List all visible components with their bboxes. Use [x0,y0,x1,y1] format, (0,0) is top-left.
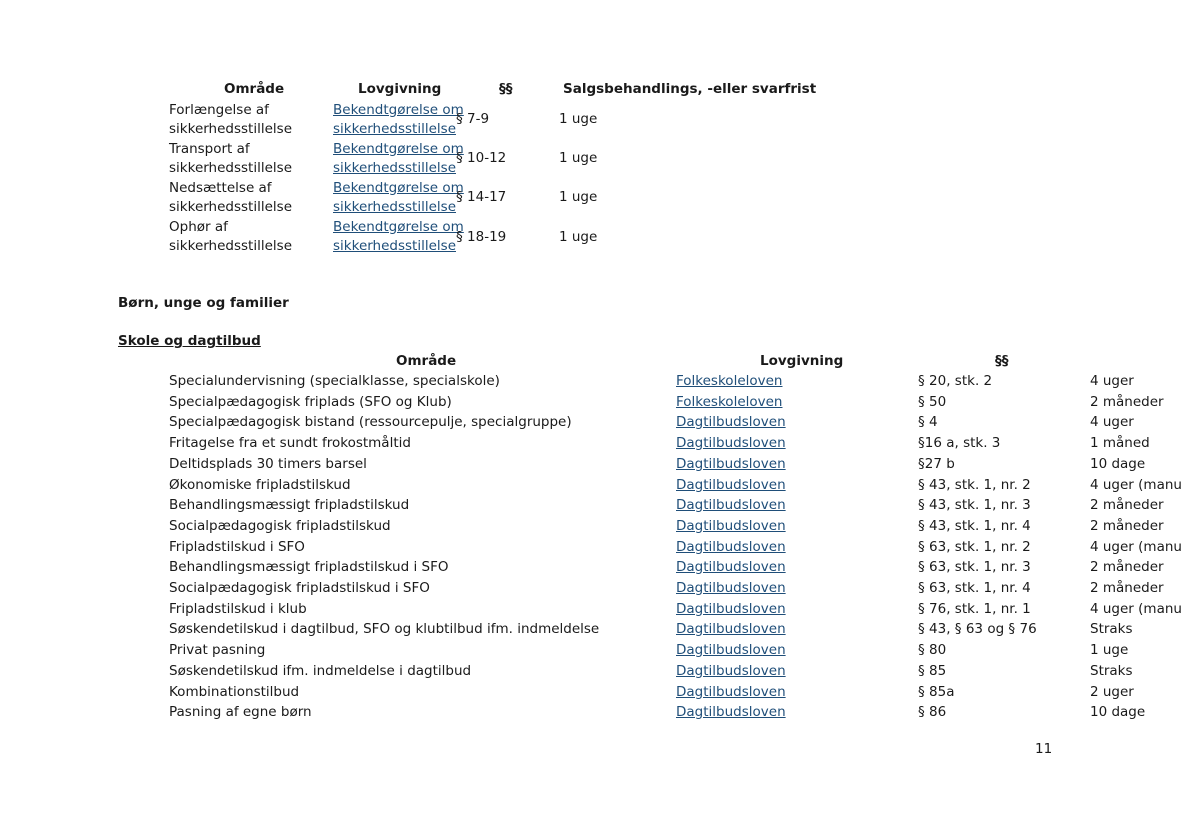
table2-paragraf: § 85 [918,663,947,679]
table2-omraade: Socialpædagogisk fripladstilskud i SFO [169,580,430,596]
table2-frist: 4 uger [1090,414,1134,430]
table2-lovgivning-link[interactable]: Dagtilbudsloven [676,642,786,658]
table2-frist: Straks [1090,621,1133,637]
table2-paragraf: § 50 [918,394,947,410]
table2-omraade: Kombinationstilbud [169,684,300,700]
table-row [0,518,1169,538]
table2-lovgivning-link[interactable]: Dagtilbudsloven [676,518,786,534]
table2-omraade: Privat pasning [169,642,266,658]
table-row [0,497,1169,517]
table1-omraade-line2: sikkerhedsstillelse [169,121,292,137]
table2-frist: 2 måneder [1090,518,1164,534]
table1-frist: 1 uge [559,189,598,205]
table2-lovgivning-link[interactable]: Dagtilbudsloven [676,456,786,472]
table2-lovgivning-link[interactable]: Dagtilbudsloven [676,559,786,575]
table2-omraade: Specialpædagogisk bistand (ressourcepulje, specialgruppe) [169,414,572,430]
table1-omraade-line2: sikkerhedsstillelse [169,238,292,254]
table1-frist: 1 uge [559,229,598,245]
table2-omraade: Pasning af egne børn [169,704,312,720]
table-row [0,435,1169,455]
table2-omraade: Socialpædagogisk fripladstilskud [169,518,391,534]
table-row [0,621,1169,641]
table-row [0,373,1169,393]
table2-paragraf: § 63, stk. 1, nr. 2 [918,539,1031,555]
table1-lovgivning-link[interactable] [333,179,464,217]
table1-paragraf: § 18-19 [456,229,507,245]
subsection-heading: Skole og dagtilbud [118,333,261,349]
link-line2[interactable]: sikkerhedsstillelse [333,238,456,254]
table-row [0,580,1169,600]
table2-frist: 2 uger [1090,684,1134,700]
table2-paragraf: § 43, § 63 og § 76 [918,621,1037,637]
table1-lovgivning-link[interactable] [333,140,464,178]
table2-paragraf: § 80 [918,642,947,658]
table-row [0,704,1169,724]
table1-header-lovgivning: Lovgivning [358,81,442,97]
table1-header-paragraf: §§ [499,81,513,97]
table2-omraade: Søskendetilskud ifm. indmeldelse i dagtilbud [169,663,472,679]
table-row [0,414,1169,434]
table2-paragraf: § 43, stk. 1, nr. 4 [918,518,1031,534]
table-row [169,140,292,178]
table-row [169,101,292,139]
table2-paragraf: § 4 [918,414,938,430]
table-row [0,559,1169,579]
table2-frist: 2 måneder [1090,559,1164,575]
link-line1[interactable]: Bekendtgørelse om [333,141,464,157]
table1-omraade-line1: Forlængelse af [169,102,269,118]
table1-omraade-line1: Nedsættelse af [169,180,272,196]
table2-omraade: Økonomiske fripladstilskud [169,477,351,493]
table2-header-paragraf: §§ [995,353,1009,369]
table2-paragraf: § 76, stk. 1, nr. 1 [918,601,1031,617]
table-row [0,684,1169,704]
table2-paragraf: § 43, stk. 1, nr. 3 [918,497,1031,513]
table2-omraade: Fripladstilskud i SFO [169,539,305,555]
link-line2[interactable]: sikkerhedsstillelse [333,160,456,176]
table2-paragraf: § 43, stk. 1, nr. 2 [918,477,1031,493]
table2-paragraf: § 85a [918,684,955,700]
table2-lovgivning-link[interactable]: Dagtilbudsloven [676,497,786,513]
table2-header-lovgivning: Lovgivning [760,353,844,369]
table1-header-omraade: Område [224,81,285,97]
table2-omraade: Behandlingsmæssigt fripladstilskud [169,497,410,513]
table2-lovgivning-link[interactable]: Dagtilbudsloven [676,684,786,700]
table1-header-frist: Salgsbehandlings, -eller svarfrist [563,81,817,97]
table2-paragraf: § 86 [918,704,947,720]
table1-omraade-line2: sikkerhedsstillelse [169,199,292,215]
table2-frist: 2 måneder [1090,580,1164,596]
table2-paragraf: §27 b [918,456,955,472]
table2-frist: 10 dage [1090,456,1146,472]
table2-frist: 2 måneder [1090,497,1164,513]
table1-lovgivning-link[interactable] [333,218,464,256]
link-line2[interactable]: sikkerhedsstillelse [333,199,456,215]
table2-paragraf: § 63, stk. 1, nr. 3 [918,559,1031,575]
table-row [0,456,1169,476]
table1-paragraf: § 7-9 [456,111,490,127]
table2-header-omraade: Område [396,353,457,369]
table-row [0,477,1182,497]
table2-lovgivning-link[interactable]: Dagtilbudsloven [676,414,786,430]
section-heading: Børn, unge og familier [118,295,289,311]
table2-omraade: Deltidsplads 30 timers barsel [169,456,367,472]
table1-omraade-line1: Transport af [169,141,250,157]
table2-lovgivning-link[interactable]: Dagtilbudsloven [676,580,786,596]
table2-omraade: Fripladstilskud i klub [169,601,307,617]
link-line1[interactable]: Bekendtgørelse om [333,102,464,118]
table2-lovgivning-link[interactable]: Folkeskoleloven [676,373,783,389]
link-line1[interactable]: Bekendtgørelse om [333,219,464,235]
table2-frist: 4 uger [1090,373,1134,389]
table1-omraade-line1: Ophør af [169,219,228,235]
table2-frist: 10 dage [1090,704,1146,720]
table2-omraade: Fritagelse fra et sundt frokostmåltid [169,435,411,451]
table2-lovgivning-link[interactable]: Dagtilbudsloven [676,539,786,555]
table2-lovgivning-link[interactable]: Dagtilbudsloven [676,435,786,451]
link-line1[interactable]: Bekendtgørelse om [333,180,464,196]
table1-lovgivning-link[interactable] [333,101,464,139]
table2-omraade: Specialundervisning (specialklasse, specialskole) [169,373,500,389]
table-row [169,179,292,217]
table2-lovgivning-link[interactable]: Dagtilbudsloven [676,601,786,617]
table1-frist: 1 uge [559,150,598,166]
table2-omraade: Specialpædagogisk friplads (SFO og Klub) [169,394,452,410]
table2-lovgivning-link[interactable]: Folkeskoleloven [676,394,783,410]
table2-frist: 4 uger (manu [1090,477,1182,493]
table2-lovgivning-link[interactable]: Dagtilbudsloven [676,663,786,679]
table2-paragraf: § 63, stk. 1, nr. 4 [918,580,1031,596]
table-row [0,663,1169,683]
table2-lovgivning-link[interactable]: Dagtilbudsloven [676,704,786,720]
page-number: 11 [1035,741,1053,757]
table-row [0,601,1182,621]
table-row [0,539,1182,559]
table-row [0,394,1169,414]
table2-lovgivning-link[interactable]: Dagtilbudsloven [676,477,786,493]
table1-paragraf: § 14-17 [456,189,507,205]
table1-paragraf: § 10-12 [456,150,507,166]
link-line2[interactable]: sikkerhedsstillelse [333,121,456,137]
table2-lovgivning-link[interactable]: Dagtilbudsloven [676,621,786,637]
table2-frist: 4 uger (manu [1090,601,1182,617]
table2-frist: 1 måned [1090,435,1150,451]
table2-omraade: Søskendetilskud i dagtilbud, SFO og klubtilbud ifm. indmeldelse [169,621,600,637]
table1-omraade-line2: sikkerhedsstillelse [169,160,292,176]
table-row [169,218,292,256]
table2-frist: 1 uge [1090,642,1129,658]
table2-paragraf: §16 a, stk. 3 [918,435,1001,451]
table2-frist: Straks [1090,663,1133,679]
table-row [0,642,1169,662]
table2-paragraf: § 20, stk. 2 [918,373,993,389]
table2-omraade: Behandlingsmæssigt fripladstilskud i SFO [169,559,449,575]
table1-frist: 1 uge [559,111,598,127]
table2-frist: 4 uger (manu [1090,539,1182,555]
table2-frist: 2 måneder [1090,394,1164,410]
